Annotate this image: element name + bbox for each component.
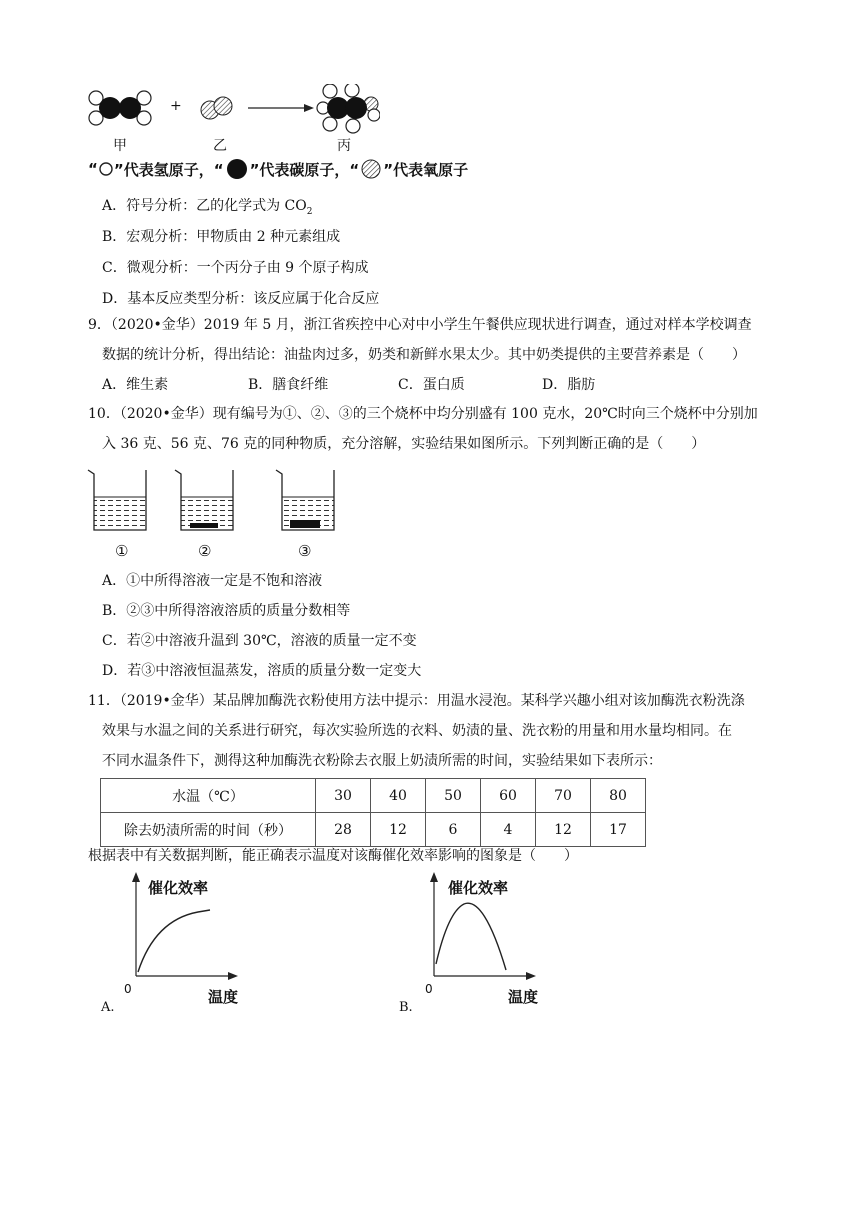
beaker-1 [88, 470, 146, 530]
q11-stem-line-2: 效果与水温之间的关系进行研究，每次实验所选的衣料、奶渍的量、洗衣粉的用量和用水量均相同。在 [102, 723, 732, 739]
graph-a-option: A. [101, 1000, 115, 1015]
table-cell: 50 [426, 779, 481, 813]
graph-b-origin: 0 [425, 982, 433, 996]
q10-option-b: B．②③中所得溶液溶质的质量分数相等 [102, 603, 351, 619]
beaker-label-3: ③ [298, 542, 312, 560]
table-cell: 80 [591, 779, 646, 813]
q9-option-b: B．膳食纤维 [248, 377, 329, 393]
legend-text-2: ”代表碳原子，“ [249, 160, 360, 179]
table-row [101, 779, 646, 813]
beakers-figure [84, 468, 344, 536]
q8-option-b: B．宏观分析：甲物质由 2 种元素组成 [102, 229, 341, 245]
graph-b-xlabel: 温度 [508, 988, 539, 1006]
q9-stem-line-2: 数据的统计分析，得出结论：油盐肉过多，奶类和新鲜水果太少。其中奶类提供的主要营养素是（ ） [102, 347, 746, 363]
graph-b-option: B. [399, 1000, 413, 1015]
table-cell: 6 [426, 813, 481, 847]
legend-text-3: ”代表氧原子 [383, 160, 469, 179]
oxygen-atom-icon [359, 158, 383, 180]
curve-a [138, 910, 210, 972]
legend-text-1: ”代表氢原子，“ [113, 160, 224, 179]
table-cell: 12 [536, 813, 591, 847]
graph-a-ylabel: 催化效率 [148, 879, 209, 897]
table-cell: 70 [536, 779, 591, 813]
table-cell: 17 [591, 813, 646, 847]
q9-option-a: A．维生素 [102, 377, 169, 393]
molecule-label-bing: 丙 [337, 138, 351, 154]
plus-sign: + [170, 98, 182, 114]
molecule-yi [201, 97, 232, 119]
table-cell: 60 [481, 779, 536, 813]
q11-stem-line-3: 不同水温条件下，测得这种加酶洗衣粉除去衣服上奶渍所需的时间，实验结果如下表所示： [102, 753, 662, 769]
hydrogen-atom-icon [98, 161, 114, 177]
q10-stem-line-1: 10．（2020•金华）现有编号为①、②、③的三个烧杯中均分别盛有 100 克水，20℃时向三个烧杯中分别加 [88, 406, 758, 422]
q8-option-c: C．微观分析：一个丙分子由 9 个原子构成 [102, 260, 369, 276]
table-header-cell: 除去奶渍所需的时间（秒） [101, 813, 316, 847]
table-cell: 12 [371, 813, 426, 847]
beaker-label-1: ① [115, 542, 129, 560]
temperature-time-table [100, 778, 646, 847]
table-cell: 4 [481, 813, 536, 847]
q10-option-c: C．若②中溶液升温到 30℃，溶液的质量一定不变 [102, 633, 417, 649]
curve-b [436, 903, 506, 970]
table-cell: 40 [371, 779, 426, 813]
beaker-label-2: ② [198, 542, 212, 560]
molecule-bing [317, 84, 380, 133]
q10-option-d: D．若③中溶液恒温蒸发，溶质的质量分数一定变大 [102, 663, 422, 679]
table-header-cell: 水温（℃） [101, 779, 316, 813]
table-cell: 28 [316, 813, 371, 847]
q9-option-d: D．脂肪 [542, 377, 596, 393]
q8-option-a: A．符号分析：乙的化学式为 $CO_2$ [102, 198, 313, 217]
graph-a-origin: 0 [124, 982, 132, 996]
beaker-2 [175, 470, 233, 530]
q9-stem-line-1: 9．（2020•金华）2019 年 5 月，浙江省疾控中心对中小学生午餐供应现状进行调查，通过对样本学校调查 [88, 317, 752, 333]
q9-option-c: C．蛋白质 [398, 377, 465, 393]
co2-subscript: 2 [306, 206, 313, 217]
legend-quote-1: “ [88, 160, 98, 178]
molecule-label-yi: 乙 [213, 138, 227, 154]
q11-stem-line-1: 11．（2019•金华）某品牌加酶洗衣粉使用方法中提示：用温水浸泡。某科学兴趣小组对该加酶洗衣粉洗涤 [88, 693, 745, 709]
beaker-3 [276, 470, 334, 530]
table-cell: 30 [316, 779, 371, 813]
table-row [101, 813, 646, 847]
molecule-label-jia: 甲 [113, 138, 127, 154]
q10-stem-line-2: 入 36 克、56 克、76 克的同种物质，充分溶解，实验结果如图所示。下列判断正确的是（ ） [102, 436, 706, 452]
q11-question-line: 根据表中有关数据判断，能正确表示温度对该酶催化效率影响的图象是（ ） [88, 848, 578, 864]
carbon-atom-icon [224, 158, 250, 180]
q8-option-d: D．基本反应类型分析：该反应属于化合反应 [102, 291, 380, 307]
graph-a-xlabel: 温度 [208, 988, 239, 1006]
molecule-jia [89, 91, 151, 125]
q10-option-a: A．①中所得溶液一定是不饱和溶液 [102, 573, 323, 589]
atom-legend [88, 158, 468, 180]
graph-b-ylabel: 催化效率 [448, 879, 509, 897]
